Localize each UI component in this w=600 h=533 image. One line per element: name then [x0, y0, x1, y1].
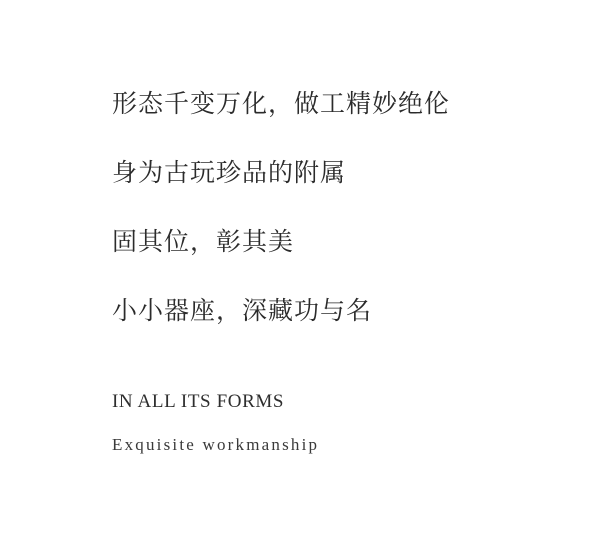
chinese-line-2: 身为古玩珍品的附属	[112, 160, 347, 187]
chinese-line-3: 固其位，彰其美	[112, 229, 295, 256]
english-text-block	[112, 392, 532, 453]
english-subline: Exquisite workmanship	[112, 435, 320, 454]
chinese-line-1: 形态千变万化，做工精妙绝伦	[112, 91, 451, 118]
english-headline: IN ALL ITS FORMS	[112, 391, 284, 412]
chinese-line-4: 小小器座，深藏功与名	[112, 298, 373, 325]
chinese-text-block	[112, 92, 532, 324]
